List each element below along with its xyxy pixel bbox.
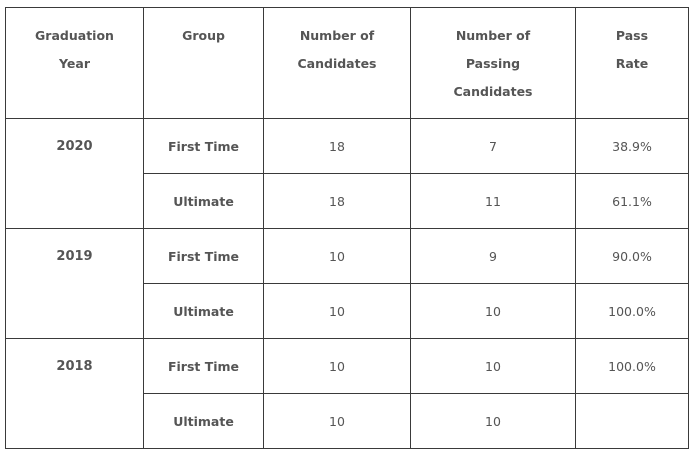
passing-cell: 11 (411, 174, 576, 229)
year-cell: 2020 (6, 119, 144, 229)
passing-cell: 10 (411, 284, 576, 339)
header-pass-rate: Pass Rate (576, 8, 689, 119)
pass-rate-cell: 38.9% (576, 119, 689, 174)
table-row (6, 339, 689, 394)
passing-cell: 7 (411, 119, 576, 174)
passing-cell: 10 (411, 339, 576, 394)
candidates-cell: 18 (264, 119, 411, 174)
header-number-of-candidates: Number of Candidates (264, 8, 411, 119)
candidates-cell: 10 (264, 394, 411, 449)
group-cell: First Time (144, 339, 264, 394)
pass-rate-cell: 100.0% (576, 339, 689, 394)
header-row (6, 8, 689, 119)
table-row (6, 119, 689, 174)
group-cell: First Time (144, 119, 264, 174)
header-number-of-passing-candidates: Number of Passing Candidates (411, 8, 576, 119)
group-cell: Ultimate (144, 284, 264, 339)
year-cell: 2019 (6, 229, 144, 339)
header-graduation-year: Graduation Year (6, 8, 144, 119)
table-row (6, 229, 689, 284)
pass-rate-table (5, 7, 689, 449)
pass-rate-cell (576, 394, 689, 449)
candidates-cell: 10 (264, 339, 411, 394)
pass-rate-cell: 100.0% (576, 284, 689, 339)
passing-cell: 10 (411, 394, 576, 449)
pass-rate-table-container (5, 7, 689, 449)
candidates-cell: 10 (264, 229, 411, 284)
group-cell: First Time (144, 229, 264, 284)
header-group: Group (144, 8, 264, 119)
passing-cell: 9 (411, 229, 576, 284)
year-cell: 2018 (6, 339, 144, 449)
group-cell: Ultimate (144, 394, 264, 449)
candidates-cell: 10 (264, 284, 411, 339)
group-cell: Ultimate (144, 174, 264, 229)
pass-rate-cell: 90.0% (576, 229, 689, 284)
candidates-cell: 18 (264, 174, 411, 229)
pass-rate-cell: 61.1% (576, 174, 689, 229)
